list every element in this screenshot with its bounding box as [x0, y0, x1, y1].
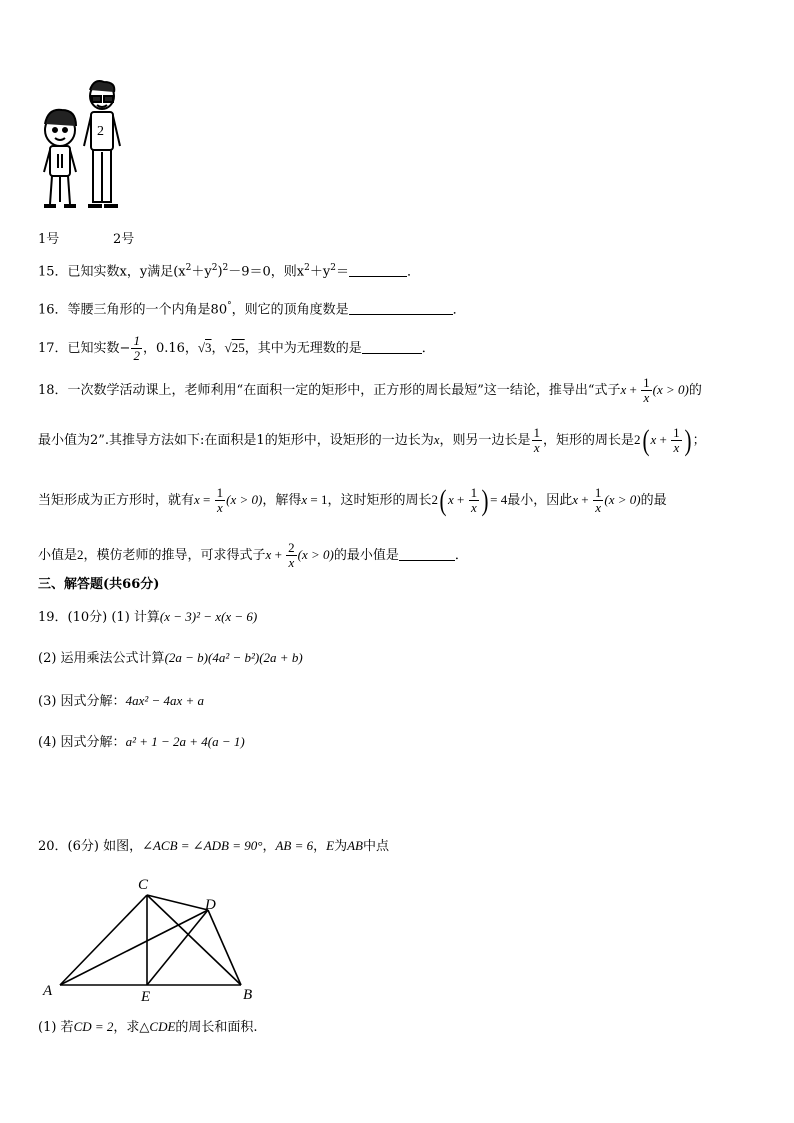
q19-p3-expression: 4ax² − 4ax + a — [125, 693, 205, 708]
q18-frac-1-over-x-5: $\frac{1}{x}$ — [470, 485, 478, 515]
q20-text-b: 为 — [334, 839, 348, 854]
q18-perimeter-value: = 4 — [490, 492, 508, 507]
q18-text-3c: ，这时矩形的周长 — [327, 493, 432, 508]
q20-length-condition: AB = 6 — [275, 838, 314, 853]
q20-text-c: 中点 — [363, 839, 390, 854]
segment-cd — [147, 895, 208, 910]
question-19-part-3 — [38, 691, 204, 712]
q20-sub1-text-b: ，求 — [113, 1020, 140, 1035]
label-b: B — [243, 987, 253, 1003]
question-18-line-1: 18．一次数学活动课上，老师利用“在面积一定的矩形中，正方形的周长最短”这一结论，推导出“式子x + $\frac{1}{x}$ (x > 0)的 — [38, 375, 702, 405]
q15-text-a: 15．已知实数x，y满足(x — [38, 264, 186, 280]
q20-geometry-figure — [38, 870, 268, 1005]
q17-answer-blank[interactable] — [362, 339, 422, 354]
q20-angle-condition: ∠ACB = ∠ADB = 90° — [142, 838, 263, 853]
q18-text-4d: ． — [454, 548, 468, 563]
q18-frac-1-over-x: $\frac{1}{x}$ — [643, 375, 650, 405]
q17-sqrt25: √25 — [224, 340, 245, 355]
question-17 — [38, 333, 435, 364]
q15-text-e: ＋y — [309, 264, 331, 280]
segment-cb — [147, 895, 241, 985]
q19-p4-text: (4) 因式分解： — [38, 735, 126, 750]
q19-p2-expression: (2a − b)(4a² − b²)(2a + b) — [164, 650, 303, 665]
q19-p1-text: 19．(10分) (1) 计算 — [38, 610, 160, 625]
segment-ac — [60, 895, 147, 985]
label-c: C — [138, 877, 149, 893]
boys-illustration — [36, 80, 136, 220]
q20-segment-ab: AB — [347, 838, 363, 853]
q20-sub1-triangle: △CDE — [139, 1019, 176, 1034]
q16-text-b: ，则它的顶角度数是 — [231, 302, 349, 318]
q18-frac-1-over-x-4: $\frac{1}{x}$ — [216, 485, 224, 515]
q17-fraction: $\frac{1}{2}$ — [133, 333, 140, 363]
question-18-line-3: 当矩形成为正方形时，就有x = $\frac{1}{x}$ (x > 0)，解得x = 1，这时矩形的周长2( x + $\frac{1}{x}$ ) = 4最小，因此x + $\frac{1}{x}$ (x > 0)的最 — [38, 483, 667, 517]
question-19-part-2 — [38, 648, 303, 669]
svg-text:2: 2 — [97, 124, 104, 139]
segment-ad — [60, 910, 208, 985]
q17-text-d: ，其中为无理数的是 — [244, 341, 362, 356]
label-e: E — [141, 989, 151, 1005]
q17-text-e: ． — [421, 341, 435, 356]
q17-sqrt3: √3 — [197, 340, 212, 355]
question-18-line-4: 小值是2，模仿老师的推导，可求得式子x + $\frac{2}{x}$ (x > 0)的最小值是 ． — [38, 540, 468, 570]
figure-label-2: 2号 — [113, 232, 135, 247]
q15-text-f: ＝ — [335, 264, 349, 280]
question-19-part-4 — [38, 732, 245, 753]
label-a: A — [43, 983, 53, 999]
q18-text-2a: 最小值为2”.其推导方法如下:在面积是1的矩形中，设矩形的一边长为 — [38, 433, 434, 448]
figure-label-1: 1号 — [38, 232, 60, 247]
q15-text-c: ) — [217, 264, 223, 280]
q18-text-1b: 的 — [688, 383, 702, 398]
q18-text-2b: ，则另一边长是 — [439, 433, 531, 448]
q19-p3-text: (3) 因式分解： — [38, 694, 126, 709]
q18-text-2d: ； — [692, 433, 706, 448]
question-16 — [38, 296, 466, 320]
q16-text-c: ． — [452, 302, 466, 318]
q18-text-4b: ，模仿老师的推导，可求得式子 — [83, 548, 266, 563]
q18-text-2c: ，矩形的周长是 — [543, 433, 635, 448]
q16-degree: ° — [227, 301, 232, 311]
segment-db — [208, 910, 241, 985]
q18-text-4c: 的最小值是 — [333, 548, 399, 563]
question-20-sub-1 — [38, 1017, 258, 1038]
q18-frac-2-over-x: $\frac{2}{x}$ — [288, 540, 295, 570]
label-d: D — [205, 897, 216, 913]
q18-text-3a: 当矩形成为正方形时，就有 — [38, 493, 195, 508]
q20-point-e: E — [326, 838, 335, 853]
q18-answer-blank[interactable] — [399, 546, 455, 561]
section-3-title: 三、解答题(共66分) — [38, 577, 160, 592]
q20-sep-1: ， — [262, 839, 276, 854]
q16-text-a: 16．等腰三角形的一个内角是80 — [38, 302, 228, 318]
question-20 — [38, 836, 389, 857]
q19-p2-text: (2) 运用乘法公式计算 — [38, 651, 165, 666]
q18-text-4a: 小值是 — [38, 548, 78, 563]
q17-text-c: ， — [211, 341, 225, 356]
q18-text-3f: 的最 — [640, 493, 667, 508]
question-18-line-2: 最小值为2”.其推导方法如下:在面积是1的矩形中，设矩形的一边长为x，则另一边长是 $\frac{1}{x}$ ，矩形的周长是2( x + $\frac{1}{x}$ ) ； — [38, 423, 706, 457]
q18-text-3e: 最小，因此 — [507, 493, 573, 508]
q15-text-b: ＋y — [191, 264, 212, 280]
q20-sub1-text-a: (1) 若 — [38, 1020, 74, 1035]
q20-sub1-text-c: 的周长和面积. — [175, 1020, 258, 1035]
q18-condition-1: (x > 0) — [652, 382, 689, 397]
q20-sub1-condition: CD = 2 — [73, 1019, 114, 1034]
q19-p1-expression: (x − 3)² − x(x − 6) — [159, 609, 258, 624]
q15-text-g: ． — [406, 264, 420, 280]
q19-p4-expression: a² + 1 − 2a + 4(a − 1) — [125, 734, 245, 749]
q15-answer-blank[interactable] — [349, 262, 407, 277]
q18-frac-1-over-x-6: $\frac{1}{x}$ — [594, 485, 602, 515]
q18-text-1a: 18．一次数学活动课上，老师利用“在面积一定的矩形中，正方形的周长最短”这一结论，推导出“式子 — [38, 383, 621, 398]
q18-frac-1-over-x-3: $\frac{1}{x}$ — [673, 425, 680, 455]
q17-text-a: 17．已知实数− — [38, 341, 131, 356]
q18-frac-1-over-x-2: $\frac{1}{x}$ — [533, 425, 540, 455]
question-15: 15．已知实数x，y满足$(x^2+y^2)^2-9=0$，则$x^2+y^2=$ ． — [38, 263, 420, 280]
q15-text-d: －9＝0，则x — [228, 264, 305, 280]
question-19-part-1 — [38, 607, 257, 628]
segment-de — [147, 910, 208, 985]
q18-text-3b: ，解得 — [262, 493, 302, 508]
q17-text-b: ，0.16， — [142, 341, 198, 356]
q20-text-a: 20．(6分) 如图， — [38, 839, 143, 854]
q20-sep-2: ， — [313, 839, 327, 854]
q16-answer-blank[interactable] — [349, 300, 453, 315]
